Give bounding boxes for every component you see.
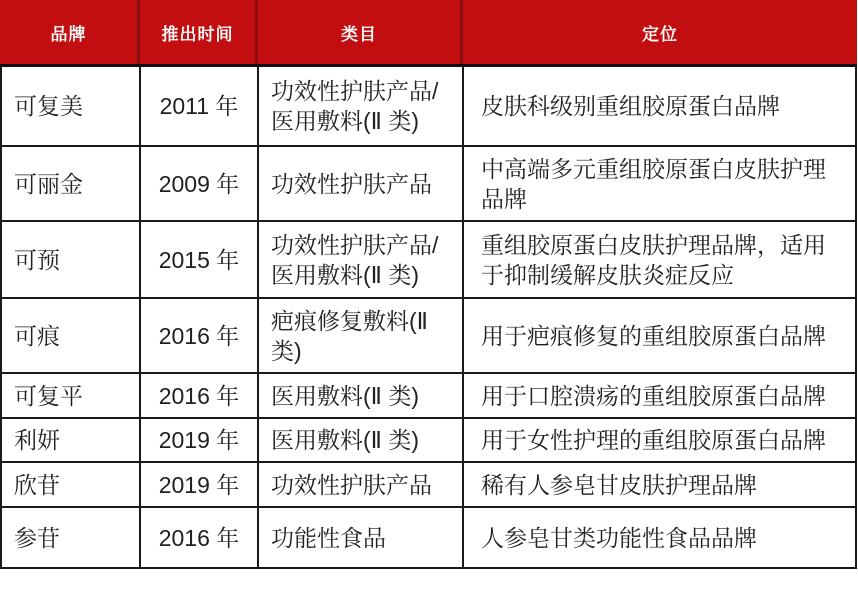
category-cell: 功效性护肤产品/医用敷料(Ⅱ 类) [257, 67, 462, 145]
table-row [2, 419, 855, 463]
launch-time-cell: 2016 年 [139, 374, 257, 417]
table-row [2, 67, 855, 147]
positioning-cell: 重组胶原蛋白皮肤护理品牌，适用于抑制缓解皮肤炎症反应 [462, 222, 855, 297]
brand-cell: 欣苷 [14, 471, 60, 498]
brand-cell: 可复美 [14, 93, 83, 119]
table-row [2, 222, 855, 299]
table-row [2, 508, 855, 569]
launch-time-cell: 2019 年 [139, 463, 257, 506]
column-header-category: 类目 [255, 0, 460, 64]
column-header-positioning: 定位 [460, 0, 857, 64]
table-row [2, 463, 855, 508]
brand-cell: 可预 [14, 246, 60, 273]
launch-time-cell: 2019 年 [139, 419, 257, 461]
positioning-cell: 用于口腔溃疡的重组胶原蛋白品牌 [462, 374, 855, 417]
category-cell: 医用敷料(Ⅱ 类) [257, 419, 462, 461]
launch-time-cell: 2011 年 [139, 67, 257, 145]
column-header-launch-time: 推出时间 [137, 0, 255, 64]
category-cell: 医用敷料(Ⅱ 类) [257, 374, 462, 417]
launch-time-cell: 2016 年 [139, 299, 257, 372]
table-row [2, 147, 855, 222]
brand-cell: 参苷 [14, 524, 60, 551]
positioning-cell: 人参皂甘类功能性食品品牌 [462, 508, 855, 567]
launch-time-cell: 2009 年 [139, 147, 257, 220]
brand-cell: 可复平 [14, 382, 83, 409]
launch-time-cell: 2015 年 [139, 222, 257, 297]
category-cell: 疤痕修复敷料(Ⅱ 类) [257, 299, 462, 372]
positioning-cell: 稀有人参皂甘皮肤护理品牌 [462, 463, 855, 506]
launch-time-cell: 2016 年 [139, 508, 257, 567]
category-cell: 功能性食品 [257, 508, 462, 567]
table-header-row [0, 0, 857, 67]
category-cell: 功效性护肤产品 [257, 147, 462, 220]
positioning-cell: 用于女性护理的重组胶原蛋白品牌 [462, 419, 855, 461]
positioning-cell: 皮肤科级别重组胶原蛋白品牌 [462, 67, 855, 145]
brand-cell: 可丽金 [14, 170, 83, 197]
brand-cell: 利妍 [14, 427, 60, 453]
column-header-brand: 品牌 [50, 24, 87, 44]
table-row [2, 299, 855, 374]
table-row [2, 374, 855, 419]
positioning-cell: 用于疤痕修复的重组胶原蛋白品牌 [462, 299, 855, 372]
table-body [0, 67, 857, 569]
category-cell: 功效性护肤产品/医用敷料(Ⅱ 类) [257, 222, 462, 297]
brand-cell: 可痕 [14, 322, 60, 349]
category-cell: 功效性护肤产品 [257, 463, 462, 506]
positioning-cell: 中高端多元重组胶原蛋白皮肤护理品牌 [462, 147, 855, 220]
